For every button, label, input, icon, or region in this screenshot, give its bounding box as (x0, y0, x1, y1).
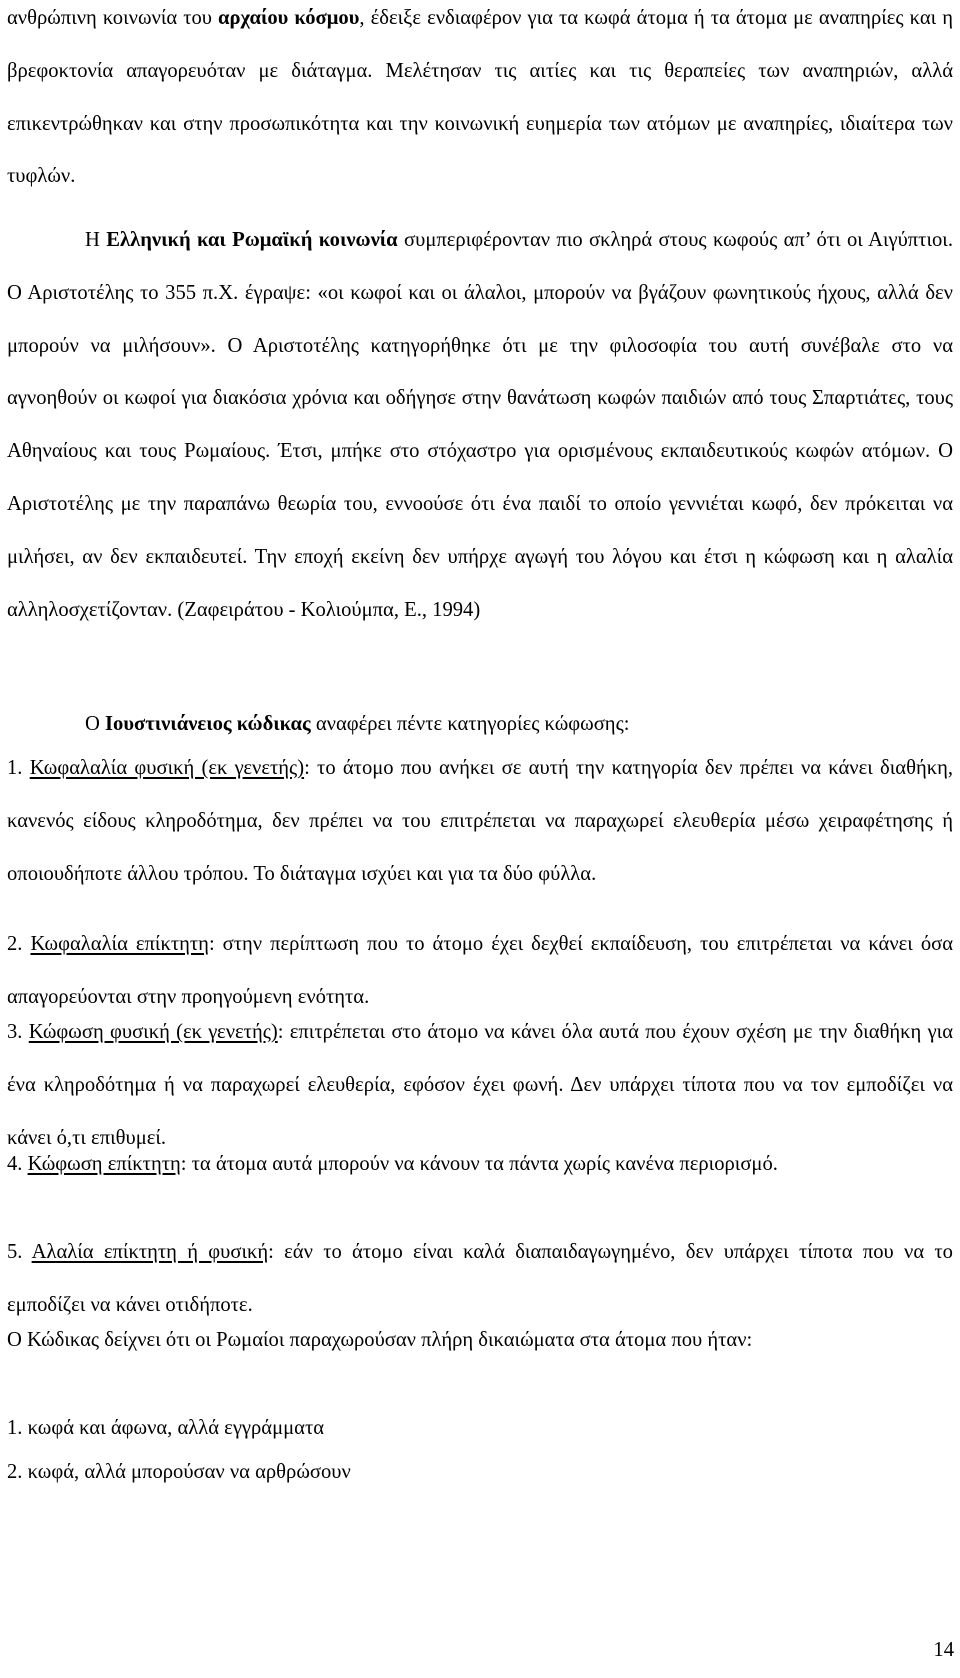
text-run: 3. (7, 1021, 29, 1043)
paragraph (7, 1138, 953, 1191)
text-run: αναφέρει πέντε κατηγορίες κώφωσης: (310, 713, 630, 735)
text-run: Ο (85, 713, 106, 735)
underlined-term: Κωφαλαλία φυσική (εκ γενετής) (29, 757, 305, 779)
text-run: : το άτομο που ανήκει σε αυτή την κατηγορία δεν πρέπει να κάνει διαθήκη, κανενός είδους κληροδότημα, δεν πρέπει να του επιτρέπεται να παραχωρεί ελευθερία μέσω χειραφέτησης ή οποιουδήποτε άλλου τρόπου. Το διάταγμα ισχύει και για τα δύο φύλλα. (7, 757, 954, 885)
paragraph (7, 742, 953, 900)
text-run: Η (85, 229, 107, 251)
text-run: 4. (7, 1153, 28, 1175)
text-run: : επιτρέπεται στο άτομο να κάνει όλα αυτά που έχουν σχέση με την διαθήκη για ένα κληροδότημα ή να παραχωρεί ελευθερία, εφόσον έχει φωνή. Δεν υπάρχει τίποτα που να τον εμποδίζει να κάνει ό,τι επιθυμεί. (7, 1021, 954, 1149)
text-run: Ο Κώδικας δείχνει ότι οι Ρωμαίοι παραχωρούσαν πλήρη δικαιώματα στα άτομα που ήταν: (7, 1329, 753, 1351)
paragraph (7, 1446, 953, 1499)
text-run: : στην περίπτωση που το άτομο έχει δεχθεί εκπαίδευση, του επιτρέπεται να κάνει όσα απαγορεύονται στην προηγούμενη ενότητα. (7, 933, 954, 1008)
bold-term: Ελληνική και Ρωμαϊκή κοινωνία (106, 229, 398, 251)
text-run: 1. κωφά και άφωνα, αλλά εγγράμματα (7, 1417, 325, 1439)
text-run: 1. (7, 757, 30, 779)
text-run: 2. (7, 933, 31, 955)
underlined-term: Αλαλία επίκτητη ή φυσική (31, 1241, 269, 1263)
underlined-term: Κωφαλαλία επίκτητη (30, 933, 209, 955)
underlined-term: Κώφωση φυσική (εκ γενετής) (28, 1021, 278, 1043)
bold-term: Ιουστινιάνειος κώδικας (105, 713, 311, 735)
bold-term: αρχαίου κόσμου (218, 7, 360, 29)
text-run: : τα άτομα αυτά μπορούν να κάνουν τα πάντα χωρίς κανένα περιορισμό. (180, 1153, 778, 1175)
text-run: 5. (7, 1241, 32, 1263)
text-run: , έδειξε ενδιαφέρον για τα κωφά άτομα ή τα άτομα με αναπηρίες και η βρεφοκτονία απαγορευόταν με διάταγμα. Μελέτησαν τις αιτίες και τις θεραπείες των αναπηριών, αλλά επικεντρώθηκαν και στην προσωπικότητα και την κοινωνική ευημερία των ατόμων με αναπηρίες, ιδιαίτερα των τυφλών. (7, 7, 953, 188)
paragraph (7, 1314, 953, 1367)
text-run: 2. κωφά, αλλά μπορούσαν να αρθρώσουν (7, 1461, 351, 1483)
underlined-term: Κώφωση επίκτητη (27, 1153, 181, 1175)
text-run: ανθρώπινη κοινωνία του (7, 7, 219, 29)
paragraph (7, 0, 953, 203)
text-run: συμπεριφέρονταν πιο σκληρά στους κωφούς απ’ ότι οι Αιγύπτιοι. Ο Αριστοτέλης το 355 π.Χ. έγραψε: «οι κωφοί και οι άλαλοι, μπορούν να βγάζουν φωνητικούς ήχους, αλλά δεν μπορούν να μιλήσουν». Ο Αριστοτέλης κατηγορήθηκε ότι με την φιλοσοφία του αυτή συνέβαλε στο να αγνοηθούν οι κωφοί για διακόσια χρόνια και οδήγησε στην θανάτωση κωφών παιδιών από τους Σπαρτιάτες, τους Αθηναίους και τους Ρωμαίους. Έτσι, μπήκε στο στόχαστρο για ορισμένους εκπαιδευτικούς κωφών ατόμων. Ο Αριστοτέλης με την παραπάνω θεωρία του, εννοούσε ότι ένα παιδί το οποίο γεννιέται κωφό, δεν πρόκειται να μιλήσει, αν δεν εκπαιδευτεί. Την εποχή εκείνη δεν υπήρχε αγωγή του λόγου και έτσι η κώφωση και η αλαλία αλληλοσχετίζονταν. (Ζαφειράτου - Κολιούμπα, Ε., 1994) (7, 229, 953, 621)
text-run: : εάν το άτομο είναι καλά διαπαιδαγωγημένο, δεν υπάρχει τίποτα που να το εμποδίζει να κάνει οτιδήποτε. (7, 1241, 953, 1316)
page-number: 14 (933, 1639, 954, 1661)
paragraph (7, 214, 953, 636)
